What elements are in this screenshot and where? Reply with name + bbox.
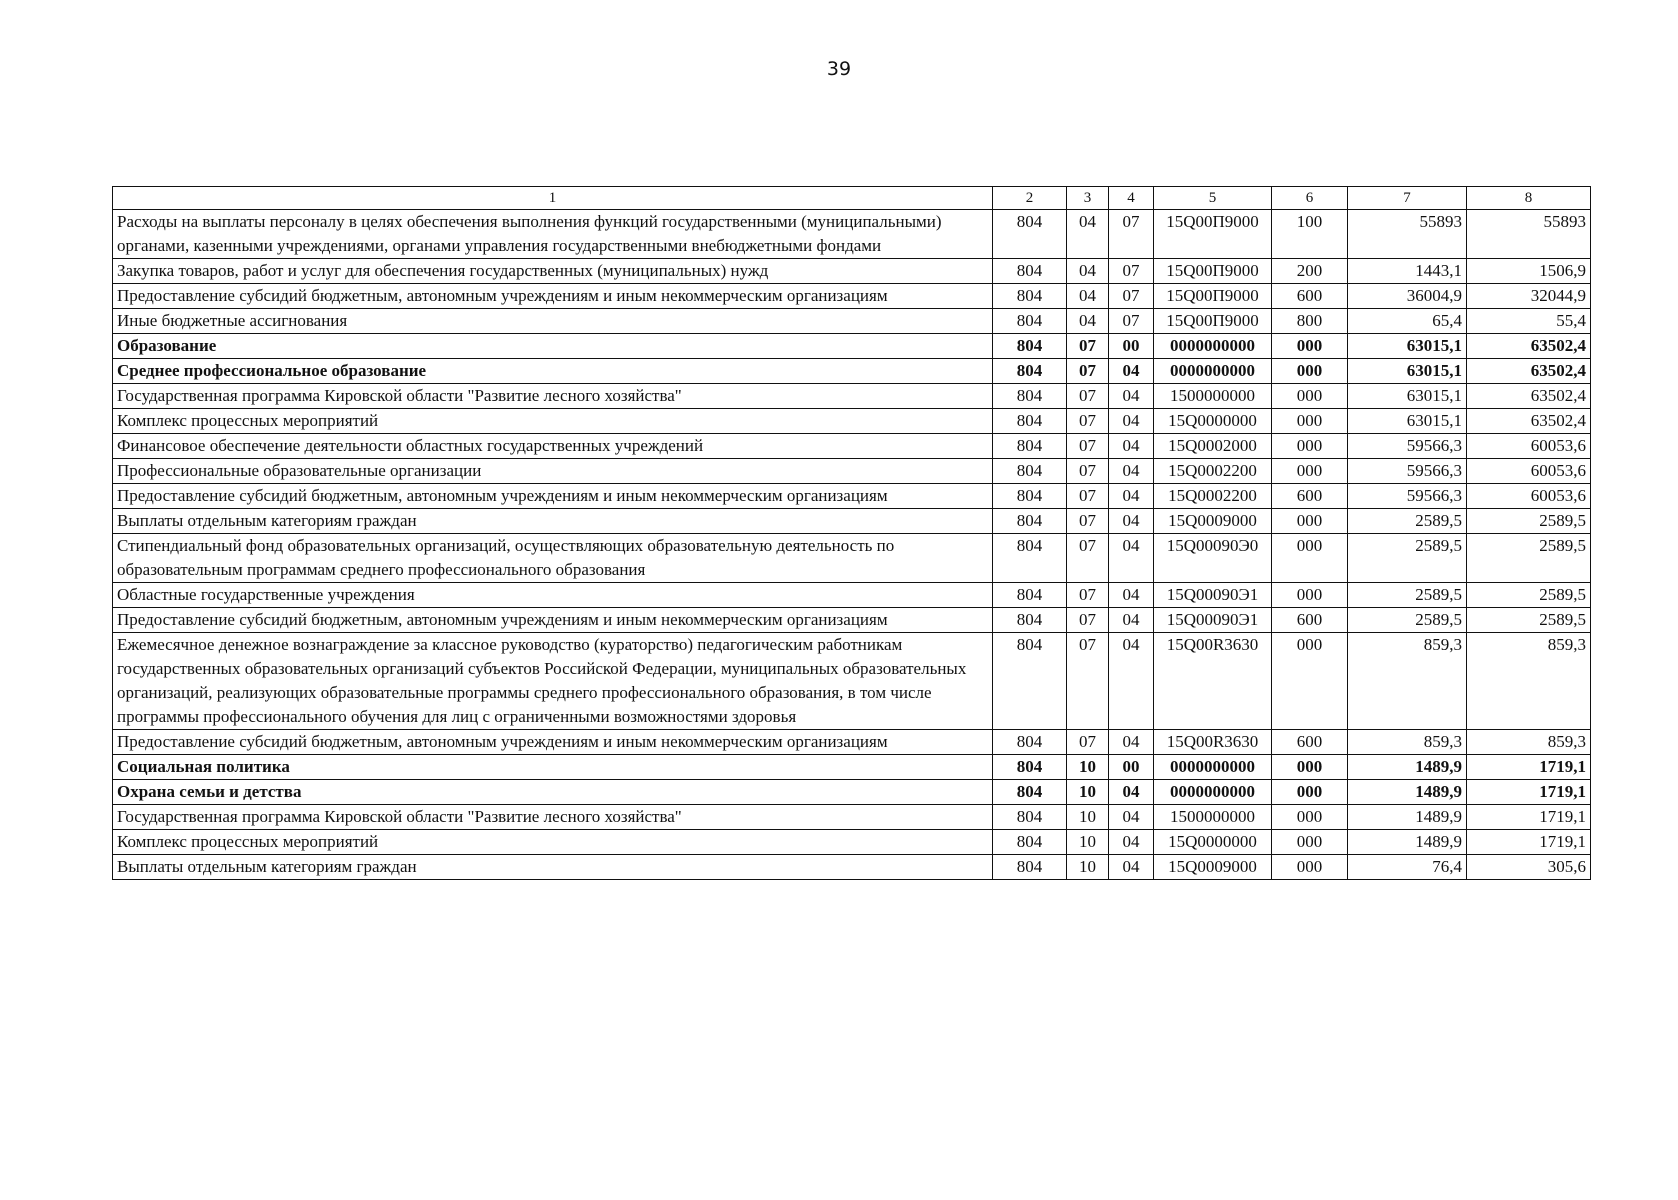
row-name-cell: Комплекс процессных мероприятий: [113, 830, 993, 855]
ministry-code-cell: 804: [993, 755, 1067, 780]
ministry-code-cell: 804: [993, 384, 1067, 409]
expense-type-cell: 000: [1272, 755, 1348, 780]
expense-type-cell: 100: [1272, 210, 1348, 259]
section-code-cell: 10: [1067, 830, 1109, 855]
column-header: 7: [1348, 187, 1467, 210]
ministry-code-cell: 804: [993, 334, 1067, 359]
table-row: [113, 730, 1591, 755]
target-article-cell: 0000000000: [1154, 780, 1272, 805]
amount-year1-cell: 55893: [1348, 210, 1467, 259]
table-row: [113, 484, 1591, 509]
expense-type-cell: 000: [1272, 583, 1348, 608]
expense-type-cell: 000: [1272, 359, 1348, 384]
subsection-code-cell: 04: [1109, 509, 1154, 534]
target-article-cell: 15Q0002200: [1154, 484, 1272, 509]
subsection-code-cell: 04: [1109, 633, 1154, 730]
subsection-code-cell: 04: [1109, 608, 1154, 633]
row-name-cell: Предоставление субсидий бюджетным, автономным учреждениям и иным некоммерческим организациям: [113, 608, 993, 633]
expense-type-cell: 000: [1272, 780, 1348, 805]
expense-type-cell: 800: [1272, 309, 1348, 334]
subsection-code-cell: 04: [1109, 780, 1154, 805]
target-article-cell: 15Q00R3630: [1154, 633, 1272, 730]
section-code-cell: 07: [1067, 608, 1109, 633]
amount-year1-cell: 63015,1: [1348, 384, 1467, 409]
section-code-cell: 10: [1067, 780, 1109, 805]
target-article-cell: 15Q00090Э0: [1154, 534, 1272, 583]
table-row: [113, 434, 1591, 459]
target-article-cell: 0000000000: [1154, 334, 1272, 359]
amount-year1-cell: 63015,1: [1348, 359, 1467, 384]
section-code-cell: 10: [1067, 855, 1109, 880]
ministry-code-cell: 804: [993, 210, 1067, 259]
target-article-cell: 15Q0002000: [1154, 434, 1272, 459]
ministry-code-cell: 804: [993, 730, 1067, 755]
subsection-code-cell: 04: [1109, 805, 1154, 830]
target-article-cell: 15Q00090Э1: [1154, 608, 1272, 633]
target-article-cell: 15Q00R3630: [1154, 730, 1272, 755]
amount-year1-cell: 59566,3: [1348, 484, 1467, 509]
amount-year2-cell: 859,3: [1467, 730, 1591, 755]
section-code-cell: 07: [1067, 359, 1109, 384]
amount-year2-cell: 1506,9: [1467, 259, 1591, 284]
amount-year1-cell: 1489,9: [1348, 830, 1467, 855]
expense-type-cell: 600: [1272, 484, 1348, 509]
section-code-cell: 07: [1067, 459, 1109, 484]
subsection-code-cell: 04: [1109, 359, 1154, 384]
row-name-cell: Профессиональные образовательные организации: [113, 459, 993, 484]
amount-year1-cell: 76,4: [1348, 855, 1467, 880]
amount-year2-cell: 63502,4: [1467, 384, 1591, 409]
table-row: [113, 780, 1591, 805]
row-name-cell: Иные бюджетные ассигнования: [113, 309, 993, 334]
expense-type-cell: 000: [1272, 534, 1348, 583]
amount-year1-cell: 1489,9: [1348, 780, 1467, 805]
subsection-code-cell: 07: [1109, 210, 1154, 259]
amount-year1-cell: 36004,9: [1348, 284, 1467, 309]
target-article-cell: 15Q00П9000: [1154, 259, 1272, 284]
column-header: 5: [1154, 187, 1272, 210]
ministry-code-cell: 804: [993, 633, 1067, 730]
expense-type-cell: 000: [1272, 855, 1348, 880]
target-article-cell: 15Q00090Э1: [1154, 583, 1272, 608]
ministry-code-cell: 804: [993, 484, 1067, 509]
section-code-cell: 07: [1067, 409, 1109, 434]
row-name-cell: Закупка товаров, работ и услуг для обеспечения государственных (муниципальных) нужд: [113, 259, 993, 284]
expense-type-cell: 000: [1272, 384, 1348, 409]
table-row: [113, 855, 1591, 880]
table-row: [113, 459, 1591, 484]
amount-year2-cell: 2589,5: [1467, 509, 1591, 534]
row-name-cell: Ежемесячное денежное вознаграждение за классное руководство (кураторство) педагогическим работникам государственных образовательных организаций субъектов Российской Федерации, муниципальных образовательных организаций, реализующих образовательные программы среднего профессионального образования, в том числе программы профессионального обучения для лиц с ограниченными возможностями здоровья: [113, 633, 993, 730]
row-name-cell: Комплекс процессных мероприятий: [113, 409, 993, 434]
expense-type-cell: 600: [1272, 730, 1348, 755]
table-row: [113, 409, 1591, 434]
table-row: [113, 805, 1591, 830]
target-article-cell: 1500000000: [1154, 384, 1272, 409]
subsection-code-cell: 04: [1109, 855, 1154, 880]
expense-type-cell: 000: [1272, 633, 1348, 730]
table-row: [113, 608, 1591, 633]
table-row: [113, 633, 1591, 730]
section-code-cell: 07: [1067, 384, 1109, 409]
amount-year1-cell: 59566,3: [1348, 459, 1467, 484]
row-name-cell: Социальная политика: [113, 755, 993, 780]
expense-type-cell: 000: [1272, 409, 1348, 434]
ministry-code-cell: 804: [993, 534, 1067, 583]
target-article-cell: 15Q0009000: [1154, 509, 1272, 534]
ministry-code-cell: 804: [993, 608, 1067, 633]
row-name-cell: Областные государственные учреждения: [113, 583, 993, 608]
target-article-cell: 15Q0002200: [1154, 459, 1272, 484]
amount-year2-cell: 2589,5: [1467, 608, 1591, 633]
amount-year2-cell: 55,4: [1467, 309, 1591, 334]
amount-year1-cell: 2589,5: [1348, 608, 1467, 633]
amount-year2-cell: 60053,6: [1467, 434, 1591, 459]
target-article-cell: 0000000000: [1154, 359, 1272, 384]
ministry-code-cell: 804: [993, 780, 1067, 805]
section-code-cell: 07: [1067, 334, 1109, 359]
column-header: 3: [1067, 187, 1109, 210]
table-row: [113, 359, 1591, 384]
table-row: [113, 309, 1591, 334]
amount-year2-cell: 1719,1: [1467, 780, 1591, 805]
amount-year2-cell: 859,3: [1467, 633, 1591, 730]
expense-type-cell: 000: [1272, 509, 1348, 534]
subsection-code-cell: 04: [1109, 583, 1154, 608]
row-name-cell: Финансовое обеспечение деятельности областных государственных учреждений: [113, 434, 993, 459]
row-name-cell: Государственная программа Кировской области "Развитие лесного хозяйства": [113, 384, 993, 409]
amount-year1-cell: 63015,1: [1348, 409, 1467, 434]
table-row: [113, 583, 1591, 608]
amount-year2-cell: 63502,4: [1467, 359, 1591, 384]
target-article-cell: 15Q00П9000: [1154, 210, 1272, 259]
section-code-cell: 07: [1067, 484, 1109, 509]
table-row: [113, 830, 1591, 855]
target-article-cell: 15Q0000000: [1154, 830, 1272, 855]
expense-type-cell: 000: [1272, 434, 1348, 459]
target-article-cell: 15Q0000000: [1154, 409, 1272, 434]
amount-year2-cell: 32044,9: [1467, 284, 1591, 309]
subsection-code-cell: 07: [1109, 309, 1154, 334]
target-article-cell: 15Q00П9000: [1154, 309, 1272, 334]
column-header: 1: [113, 187, 993, 210]
section-code-cell: 04: [1067, 309, 1109, 334]
ministry-code-cell: 804: [993, 830, 1067, 855]
row-name-cell: Предоставление субсидий бюджетным, автономным учреждениям и иным некоммерческим организациям: [113, 284, 993, 309]
row-name-cell: Среднее профессиональное образование: [113, 359, 993, 384]
target-article-cell: 15Q00П9000: [1154, 284, 1272, 309]
amount-year1-cell: 65,4: [1348, 309, 1467, 334]
table-row: [113, 509, 1591, 534]
row-name-cell: Выплаты отдельным категориям граждан: [113, 509, 993, 534]
ministry-code-cell: 804: [993, 309, 1067, 334]
row-name-cell: Образование: [113, 334, 993, 359]
expense-type-cell: 000: [1272, 830, 1348, 855]
column-header: 2: [993, 187, 1067, 210]
subsection-code-cell: 04: [1109, 534, 1154, 583]
amount-year1-cell: 859,3: [1348, 633, 1467, 730]
ministry-code-cell: 804: [993, 805, 1067, 830]
row-name-cell: Расходы на выплаты персоналу в целях обеспечения выполнения функций государственными (муниципальными) органами, казенными учреждениями, органами управления государственными внебюджетными фондами: [113, 210, 993, 259]
section-code-cell: 07: [1067, 434, 1109, 459]
column-header: 6: [1272, 187, 1348, 210]
subsection-code-cell: 07: [1109, 259, 1154, 284]
amount-year1-cell: 1489,9: [1348, 755, 1467, 780]
amount-year2-cell: 1719,1: [1467, 755, 1591, 780]
row-name-cell: Выплаты отдельным категориям граждан: [113, 855, 993, 880]
ministry-code-cell: 804: [993, 434, 1067, 459]
amount-year1-cell: 1443,1: [1348, 259, 1467, 284]
ministry-code-cell: 804: [993, 509, 1067, 534]
subsection-code-cell: 00: [1109, 334, 1154, 359]
ministry-code-cell: 804: [993, 359, 1067, 384]
ministry-code-cell: 804: [993, 259, 1067, 284]
subsection-code-cell: 04: [1109, 409, 1154, 434]
subsection-code-cell: 04: [1109, 730, 1154, 755]
table-row: [113, 755, 1591, 780]
expense-type-cell: 000: [1272, 334, 1348, 359]
subsection-code-cell: 04: [1109, 484, 1154, 509]
amount-year2-cell: 2589,5: [1467, 583, 1591, 608]
column-header: 4: [1109, 187, 1154, 210]
amount-year2-cell: 1719,1: [1467, 830, 1591, 855]
amount-year2-cell: 60053,6: [1467, 459, 1591, 484]
section-code-cell: 10: [1067, 755, 1109, 780]
amount-year2-cell: 63502,4: [1467, 334, 1591, 359]
ministry-code-cell: 804: [993, 409, 1067, 434]
ministry-code-cell: 804: [993, 459, 1067, 484]
row-name-cell: Стипендиальный фонд образовательных организаций, осуществляющих образовательную деятельность по образовательным программам среднего профессионального образования: [113, 534, 993, 583]
expense-type-cell: 600: [1272, 608, 1348, 633]
expense-type-cell: 600: [1272, 284, 1348, 309]
ministry-code-cell: 804: [993, 284, 1067, 309]
table-row: [113, 334, 1591, 359]
table-row: [113, 259, 1591, 284]
section-code-cell: 04: [1067, 210, 1109, 259]
expense-type-cell: 000: [1272, 805, 1348, 830]
amount-year2-cell: 55893: [1467, 210, 1591, 259]
amount-year1-cell: 2589,5: [1348, 583, 1467, 608]
ministry-code-cell: 804: [993, 855, 1067, 880]
section-code-cell: 07: [1067, 730, 1109, 755]
target-article-cell: 0000000000: [1154, 755, 1272, 780]
amount-year1-cell: 2589,5: [1348, 509, 1467, 534]
section-code-cell: 07: [1067, 534, 1109, 583]
amount-year1-cell: 59566,3: [1348, 434, 1467, 459]
amount-year2-cell: 2589,5: [1467, 534, 1591, 583]
row-name-cell: Государственная программа Кировской области "Развитие лесного хозяйства": [113, 805, 993, 830]
subsection-code-cell: 04: [1109, 459, 1154, 484]
expense-type-cell: 000: [1272, 459, 1348, 484]
subsection-code-cell: 04: [1109, 434, 1154, 459]
budget-table: [112, 186, 1591, 880]
section-code-cell: 10: [1067, 805, 1109, 830]
expense-type-cell: 200: [1272, 259, 1348, 284]
ministry-code-cell: 804: [993, 583, 1067, 608]
section-code-cell: 07: [1067, 583, 1109, 608]
row-name-cell: Охрана семьи и детства: [113, 780, 993, 805]
amount-year1-cell: 2589,5: [1348, 534, 1467, 583]
target-article-cell: 15Q0009000: [1154, 855, 1272, 880]
column-header: 8: [1467, 187, 1591, 210]
subsection-code-cell: 07: [1109, 284, 1154, 309]
subsection-code-cell: 00: [1109, 755, 1154, 780]
table-row: [113, 534, 1591, 583]
page-number: 39: [826, 58, 852, 80]
amount-year2-cell: 60053,6: [1467, 484, 1591, 509]
table-row: [113, 284, 1591, 309]
section-code-cell: 04: [1067, 259, 1109, 284]
table-row: [113, 384, 1591, 409]
table-row: [113, 210, 1591, 259]
amount-year1-cell: 63015,1: [1348, 334, 1467, 359]
target-article-cell: 1500000000: [1154, 805, 1272, 830]
amount-year2-cell: 305,6: [1467, 855, 1591, 880]
subsection-code-cell: 04: [1109, 830, 1154, 855]
header-row: [113, 187, 1591, 210]
section-code-cell: 07: [1067, 633, 1109, 730]
amount-year1-cell: 859,3: [1348, 730, 1467, 755]
amount-year2-cell: 63502,4: [1467, 409, 1591, 434]
row-name-cell: Предоставление субсидий бюджетным, автономным учреждениям и иным некоммерческим организациям: [113, 730, 993, 755]
section-code-cell: 07: [1067, 509, 1109, 534]
amount-year2-cell: 1719,1: [1467, 805, 1591, 830]
amount-year1-cell: 1489,9: [1348, 805, 1467, 830]
section-code-cell: 04: [1067, 284, 1109, 309]
row-name-cell: Предоставление субсидий бюджетным, автономным учреждениям и иным некоммерческим организациям: [113, 484, 993, 509]
subsection-code-cell: 04: [1109, 384, 1154, 409]
